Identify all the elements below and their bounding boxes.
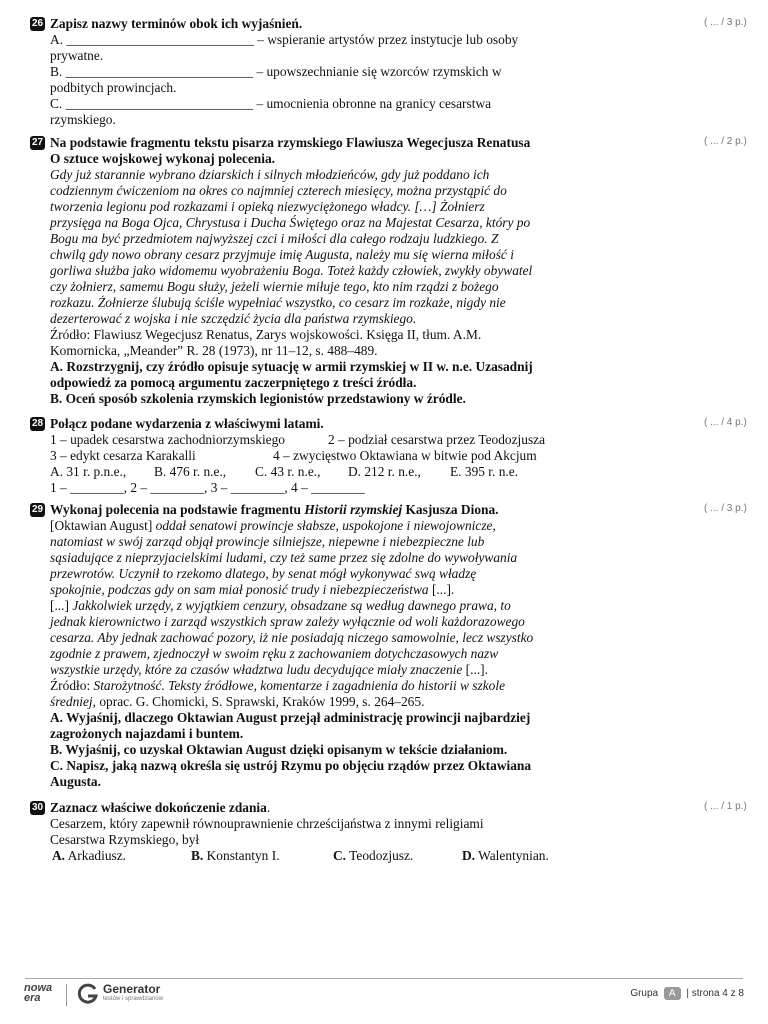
- option-text: Konstantyn I.: [206, 848, 280, 863]
- group-badge: A: [664, 987, 681, 1000]
- points-indicator: ( ... / 1 p.): [704, 801, 747, 812]
- task-title-line: O sztuce wojskowej wykonaj polecenia.: [50, 151, 276, 166]
- year-option: E. 395 r. n.e.: [450, 464, 519, 479]
- title-text: Kasjusza Diona.: [402, 502, 499, 517]
- logo-separator: [66, 984, 67, 1006]
- text-line: B. ____________________________ – upowszechnianie się wzorców rzymskich w: [50, 64, 502, 79]
- quote-line: jednak kierownictwo i zarząd wszystkich spraw zależy wyłącznie od woli każdorazowego: [50, 614, 525, 629]
- task-title: Połącz podane wydarzenia z właściwymi latami.: [50, 416, 324, 431]
- quote-ellipsis: [...].: [462, 662, 488, 677]
- task-body: [50, 432, 580, 496]
- points-indicator: ( ... / 4 p.): [704, 417, 747, 428]
- logo-text: nowa: [24, 982, 53, 994]
- quote-line: rozkazu. Żołnierze ślubują ściśle wypełniać wszystko, co cesarz im rozkaże, nigdy nie: [50, 295, 506, 310]
- task-title: [50, 502, 580, 518]
- quote-text: wszystkie urzędy, które za czasów władztwa ludu decydujące miały znaczenie: [50, 662, 463, 677]
- nowa-era-logo: [24, 983, 60, 1003]
- page-info: [630, 987, 744, 1000]
- quote-line: zgodnie z prawem, zjednoczył w swoim ręku z zachowaniem dotychczasowych nazw: [50, 646, 499, 661]
- task-27: [30, 135, 580, 407]
- task-title: Zapisz nazwy terminów obok ich wyjaśnień.: [50, 16, 303, 31]
- quote-text: Jakkolwiek urzędy, z wyjątkiem cenzury, obsadzane są według dawnego prawa, to: [72, 598, 511, 613]
- quote-line: codziennym ćwiczeniom na okres co najmniej czterech miesięcy, można przystąpić do: [50, 183, 507, 198]
- quote-line: [50, 598, 580, 614]
- event-1: 1 – upadek cesarstwa zachodniorzymskiego: [50, 432, 285, 447]
- task-instruction: B. Oceń sposób szkolenia rzymskich legionistów przedstawiony w źródle.: [50, 391, 466, 406]
- option-text: Teodozjusz.: [349, 848, 414, 863]
- task-number-badge: 26: [31, 18, 44, 29]
- title-text: Wykonaj polecenia na podstawie fragmentu: [50, 502, 305, 517]
- source-label: Źródło:: [50, 678, 94, 693]
- points-indicator: ( ... / 2 p.): [704, 136, 747, 147]
- footer-divider: [25, 978, 743, 979]
- event-2: 2 – podział cesarstwa przez Teodozjusza: [328, 432, 546, 447]
- group-label: Grupa: [630, 988, 659, 999]
- quote-line: czy żołnierz, samemu Bogu służy, jeżeli wiernie miłuje tego, kto nim rządzi z bożego: [50, 279, 499, 294]
- events-row: [50, 448, 580, 464]
- quote-line: przysięga na Boga Ojca, Chrystusa i Ducha Świętego oraz na Majestat Cesarza, który po: [50, 215, 531, 230]
- title-work: Historii rzymskiej: [304, 502, 403, 517]
- task-instruction: zagrożonych najazdami i buntem.: [50, 726, 244, 741]
- task-26: [30, 16, 580, 128]
- task-29: [30, 502, 580, 790]
- option-letter: B.: [191, 848, 204, 863]
- quote-line: natomiast w swój zarząd objął prowincje silniejsze, niepewne i niebezpieczne lub: [50, 534, 485, 549]
- quote-ellipsis: [...].: [428, 582, 455, 597]
- task-instruction: Augusta.: [50, 774, 101, 789]
- task-title-line: Na podstawie fragmentu tekstu pisarza rzymskiego Flawiusza Wegecjusza Renatusa: [50, 135, 531, 150]
- option-text: Walentynian.: [478, 848, 549, 863]
- generator-subtitle: testów i sprawdzianów: [103, 996, 164, 1002]
- option-text: Arkadiusz.: [67, 848, 127, 863]
- task-title: [50, 800, 580, 816]
- task-number-badge: 30: [31, 802, 44, 813]
- source-line: [50, 678, 580, 694]
- option-letter: C.: [333, 848, 347, 863]
- quote-line: przewrotów. Uczynił to rzekomo dlatego, by senat mógł wykonywać swą władzę: [50, 566, 477, 581]
- option-letter: D.: [462, 848, 476, 863]
- text-line: prywatne.: [50, 48, 104, 63]
- text-line: A. ____________________________ – wspieranie artystów przez instytucje lub osoby: [50, 32, 519, 47]
- task-28: [30, 416, 580, 496]
- quote-ellipsis: [...]: [50, 598, 73, 613]
- quote-prefix: [Oktawian August]: [50, 518, 156, 533]
- source-line: Źródło: Flawiusz Wegecjusz Renatus, Zarys wojskowości. Księga II, tłum. A.M.: [50, 327, 482, 342]
- answer-option-b[interactable]: [191, 848, 280, 864]
- text-line: rzymskiego.: [50, 112, 116, 127]
- source-title: średniej: [50, 694, 93, 709]
- source-line: Komornicka, „Meander” R. 28 (1973), nr 11–12, s. 488–489.: [50, 343, 378, 358]
- points-indicator: ( ... / 3 p.): [704, 17, 747, 28]
- event-3: 3 – edykt cesarza Karakalli: [50, 448, 196, 463]
- source-details: , oprac. G. Chomicki, S. Sprawski, Kraków 1999, s. 264–265.: [92, 694, 425, 709]
- event-4: 4 – zwycięstwo Oktawiana w bitwie pod Akcjum: [273, 448, 537, 463]
- points-indicator: ( ... / 3 p.): [704, 503, 747, 514]
- text-line: Cesarzem, który zapewnił równouprawnienie chrześcijaństwa z innymi religiami: [50, 816, 484, 831]
- year-option: A. 31 r. p.n.e.,: [50, 464, 127, 479]
- quote-line: [50, 518, 580, 534]
- task-body: [50, 816, 580, 864]
- year-option: B. 476 r. n.e.,: [154, 464, 227, 479]
- quote-text: spokojnie, podczas gdy on sam miał ponosić trudy i niebezpieczeństwa: [50, 582, 429, 597]
- quote-line: [50, 582, 580, 598]
- year-option: C. 43 r. n.e.,: [255, 464, 321, 479]
- task-instruction: A. Rozstrzygnij, czy źródło opisuje sytuację w armii rzymskiej w II w. n.e. Uzasadnij: [50, 359, 533, 374]
- task-instruction: odpowiedź za pomocą argumentu zaczerpniętego z treści źródła.: [50, 375, 417, 390]
- quote-line: cesarza. Aby jednak zachować pozory, iż nie posiadają niczego samowolnie, lecz wszystko: [50, 630, 534, 645]
- generator-name: Generator: [103, 982, 161, 996]
- quote-line: Bogu ma być przedmiotem najwyższej czci i miłości dla całego rodzaju ludzkiego. Z: [50, 231, 499, 246]
- generator-logo-icon: [77, 983, 99, 1005]
- title-text: Zaznacz właściwe dokończenie zdania: [50, 800, 267, 815]
- logo-text: era: [24, 992, 41, 1004]
- task-body: [50, 32, 580, 128]
- answer-option-d[interactable]: [462, 848, 549, 864]
- title-period: .: [266, 800, 271, 815]
- source-line: [50, 694, 580, 710]
- text-line: Cesarstwa Rzymskiego, był: [50, 832, 200, 847]
- quote-text: oddał senatowi prowincje słabsze, uspokojone i niewojownicze,: [155, 518, 496, 533]
- answer-option-c[interactable]: [333, 848, 413, 864]
- years-row: [50, 464, 580, 480]
- task-number-badge: 29: [31, 504, 44, 515]
- task-number-badge: 27: [31, 137, 44, 148]
- answer-line: 1 – ________, 2 – ________, 3 – ________, 4 – ________: [50, 480, 365, 495]
- option-letter: A.: [52, 848, 66, 863]
- quote-line: tworzenia legionu pod rozkazami i opieką niezwyciężonego władcy. […] Żołnierz: [50, 199, 485, 214]
- quote-line: gorliwa służba jako widomemu wyobrażeniu Boga. Toteż każdy człowiek, zwykły obywatel: [50, 263, 533, 278]
- answer-option-a[interactable]: [52, 848, 126, 864]
- task-instruction: B. Wyjaśnij, co uzyskał Oktawian August dzięki opisanym w tekście działaniom.: [50, 742, 508, 757]
- text-line: C. ____________________________ – umocnienia obronne na granicy cesarstwa: [50, 96, 492, 111]
- task-instruction: C. Napisz, jaką nazwą określa się ustrój Rzymu po objęciu rządów przez Oktawiana: [50, 758, 532, 773]
- quote-line: dezerterować z wojska i nie szczędzić życia dla państwa rzymskiego.: [50, 311, 417, 326]
- task-30: [30, 800, 580, 864]
- text-line: podbitych prowincjach.: [50, 80, 177, 95]
- answer-options: [50, 848, 580, 864]
- page-number: | strona 4 z 8: [686, 988, 744, 999]
- quote-line: Gdy już starannie wybrano dziarskich i silnych młodzieńców, gdy już poddano ich: [50, 167, 490, 182]
- task-number-badge: 28: [31, 418, 44, 429]
- task-body: [50, 518, 580, 790]
- events-row: [50, 432, 580, 448]
- quote-line: [50, 662, 580, 678]
- quote-line: sąsiadujące z nieprzyjacielskimi ludami, czy też same przez się zdolne do wywoływania: [50, 550, 518, 565]
- task-instruction: A. Wyjaśnij, dlaczego Oktawian August przejął administrację prowincji najbardziej: [50, 710, 531, 725]
- quote-line: chwilą gdy nowo obrany cesarz przyjmuje imię Augusta, należy mu się wierna miłość i: [50, 247, 514, 262]
- year-option: D. 212 r. n.e.,: [348, 464, 421, 479]
- source-title: Starożytność. Teksty źródłowe, komentarze i zagadnienia do historii w szkole: [93, 678, 506, 693]
- task-body: [50, 167, 580, 407]
